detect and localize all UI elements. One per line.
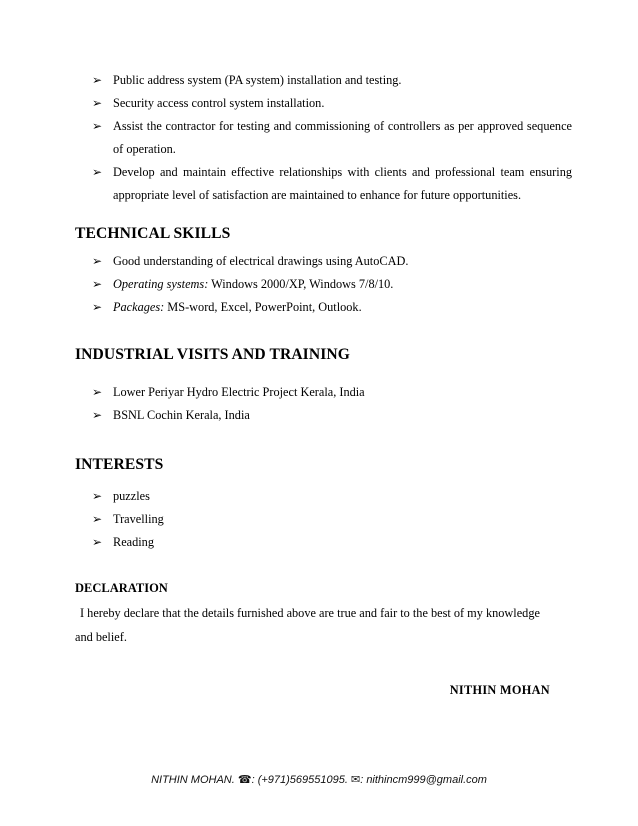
arrow-bullet-icon: ➢ bbox=[92, 489, 103, 503]
arrow-bullet-icon: ➢ bbox=[92, 73, 103, 87]
technical-skills-list bbox=[92, 250, 572, 319]
list-item: ➢ Packages: MS-word, Excel, PowerPoint, Outlook. bbox=[92, 296, 572, 319]
footer-phone: : (+971)569551095. bbox=[251, 774, 348, 786]
arrow-bullet-icon: ➢ bbox=[92, 165, 103, 179]
list-item: ➢ Good understanding of electrical drawings using AutoCAD. bbox=[92, 250, 572, 273]
responsibilities-list bbox=[92, 69, 572, 207]
list-item: ➢ Security access control system installation. bbox=[92, 92, 572, 115]
interests-list bbox=[92, 485, 572, 554]
arrow-bullet-icon: ➢ bbox=[92, 300, 103, 314]
section-heading-technical-skills: TECHNICAL SKILLS bbox=[75, 225, 231, 242]
declaration-text: I hereby declare that the details furnished above are true and fair to the best of my knowledge and belief. bbox=[75, 606, 540, 644]
list-item: ➢ Travelling bbox=[92, 508, 572, 531]
list-item: ➢ Assist the contractor for testing and commissioning of controllers as per approved sequence of operation. bbox=[92, 115, 572, 161]
arrow-bullet-icon: ➢ bbox=[92, 535, 103, 549]
list-item: ➢ Develop and maintain effective relationships with clients and professional team ensuring appropriate level of satisfaction are maintained to enhance for future opportunities. bbox=[92, 161, 572, 207]
arrow-bullet-icon: ➢ bbox=[92, 408, 103, 422]
arrow-bullet-icon: ➢ bbox=[92, 277, 103, 291]
envelope-icon: ✉ bbox=[350, 773, 361, 786]
arrow-bullet-icon: ➢ bbox=[92, 385, 103, 399]
arrow-bullet-icon: ➢ bbox=[92, 119, 103, 133]
section-heading-interests: INTERESTS bbox=[75, 456, 164, 473]
footer-name: NITHIN MOHAN. bbox=[151, 774, 235, 786]
footer-email: : nithincm999@gmail.com bbox=[360, 774, 487, 786]
section-heading-declaration: DECLARATION bbox=[75, 581, 168, 595]
page-footer bbox=[0, 773, 638, 786]
signature-name: NITHIN MOHAN bbox=[449, 683, 550, 697]
list-item: ➢ Reading bbox=[92, 531, 572, 554]
section-heading-industrial-visits: INDUSTRIAL VISITS AND TRAINING bbox=[75, 346, 350, 363]
industrial-visits-list bbox=[92, 381, 572, 427]
arrow-bullet-icon: ➢ bbox=[92, 96, 103, 110]
arrow-bullet-icon: ➢ bbox=[92, 512, 103, 526]
arrow-bullet-icon: ➢ bbox=[92, 254, 103, 268]
list-item: ➢ Operating systems: Windows 2000/XP, Windows 7/8/10. bbox=[92, 273, 572, 296]
list-item: ➢ BSNL Cochin Kerala, India bbox=[92, 404, 572, 427]
telephone-icon: ☎ bbox=[237, 773, 252, 786]
list-item: ➢ Lower Periyar Hydro Electric Project Kerala, India bbox=[92, 381, 572, 404]
list-item: ➢ puzzles bbox=[92, 485, 572, 508]
list-item: ➢ Public address system (PA system) installation and testing. bbox=[92, 69, 572, 92]
